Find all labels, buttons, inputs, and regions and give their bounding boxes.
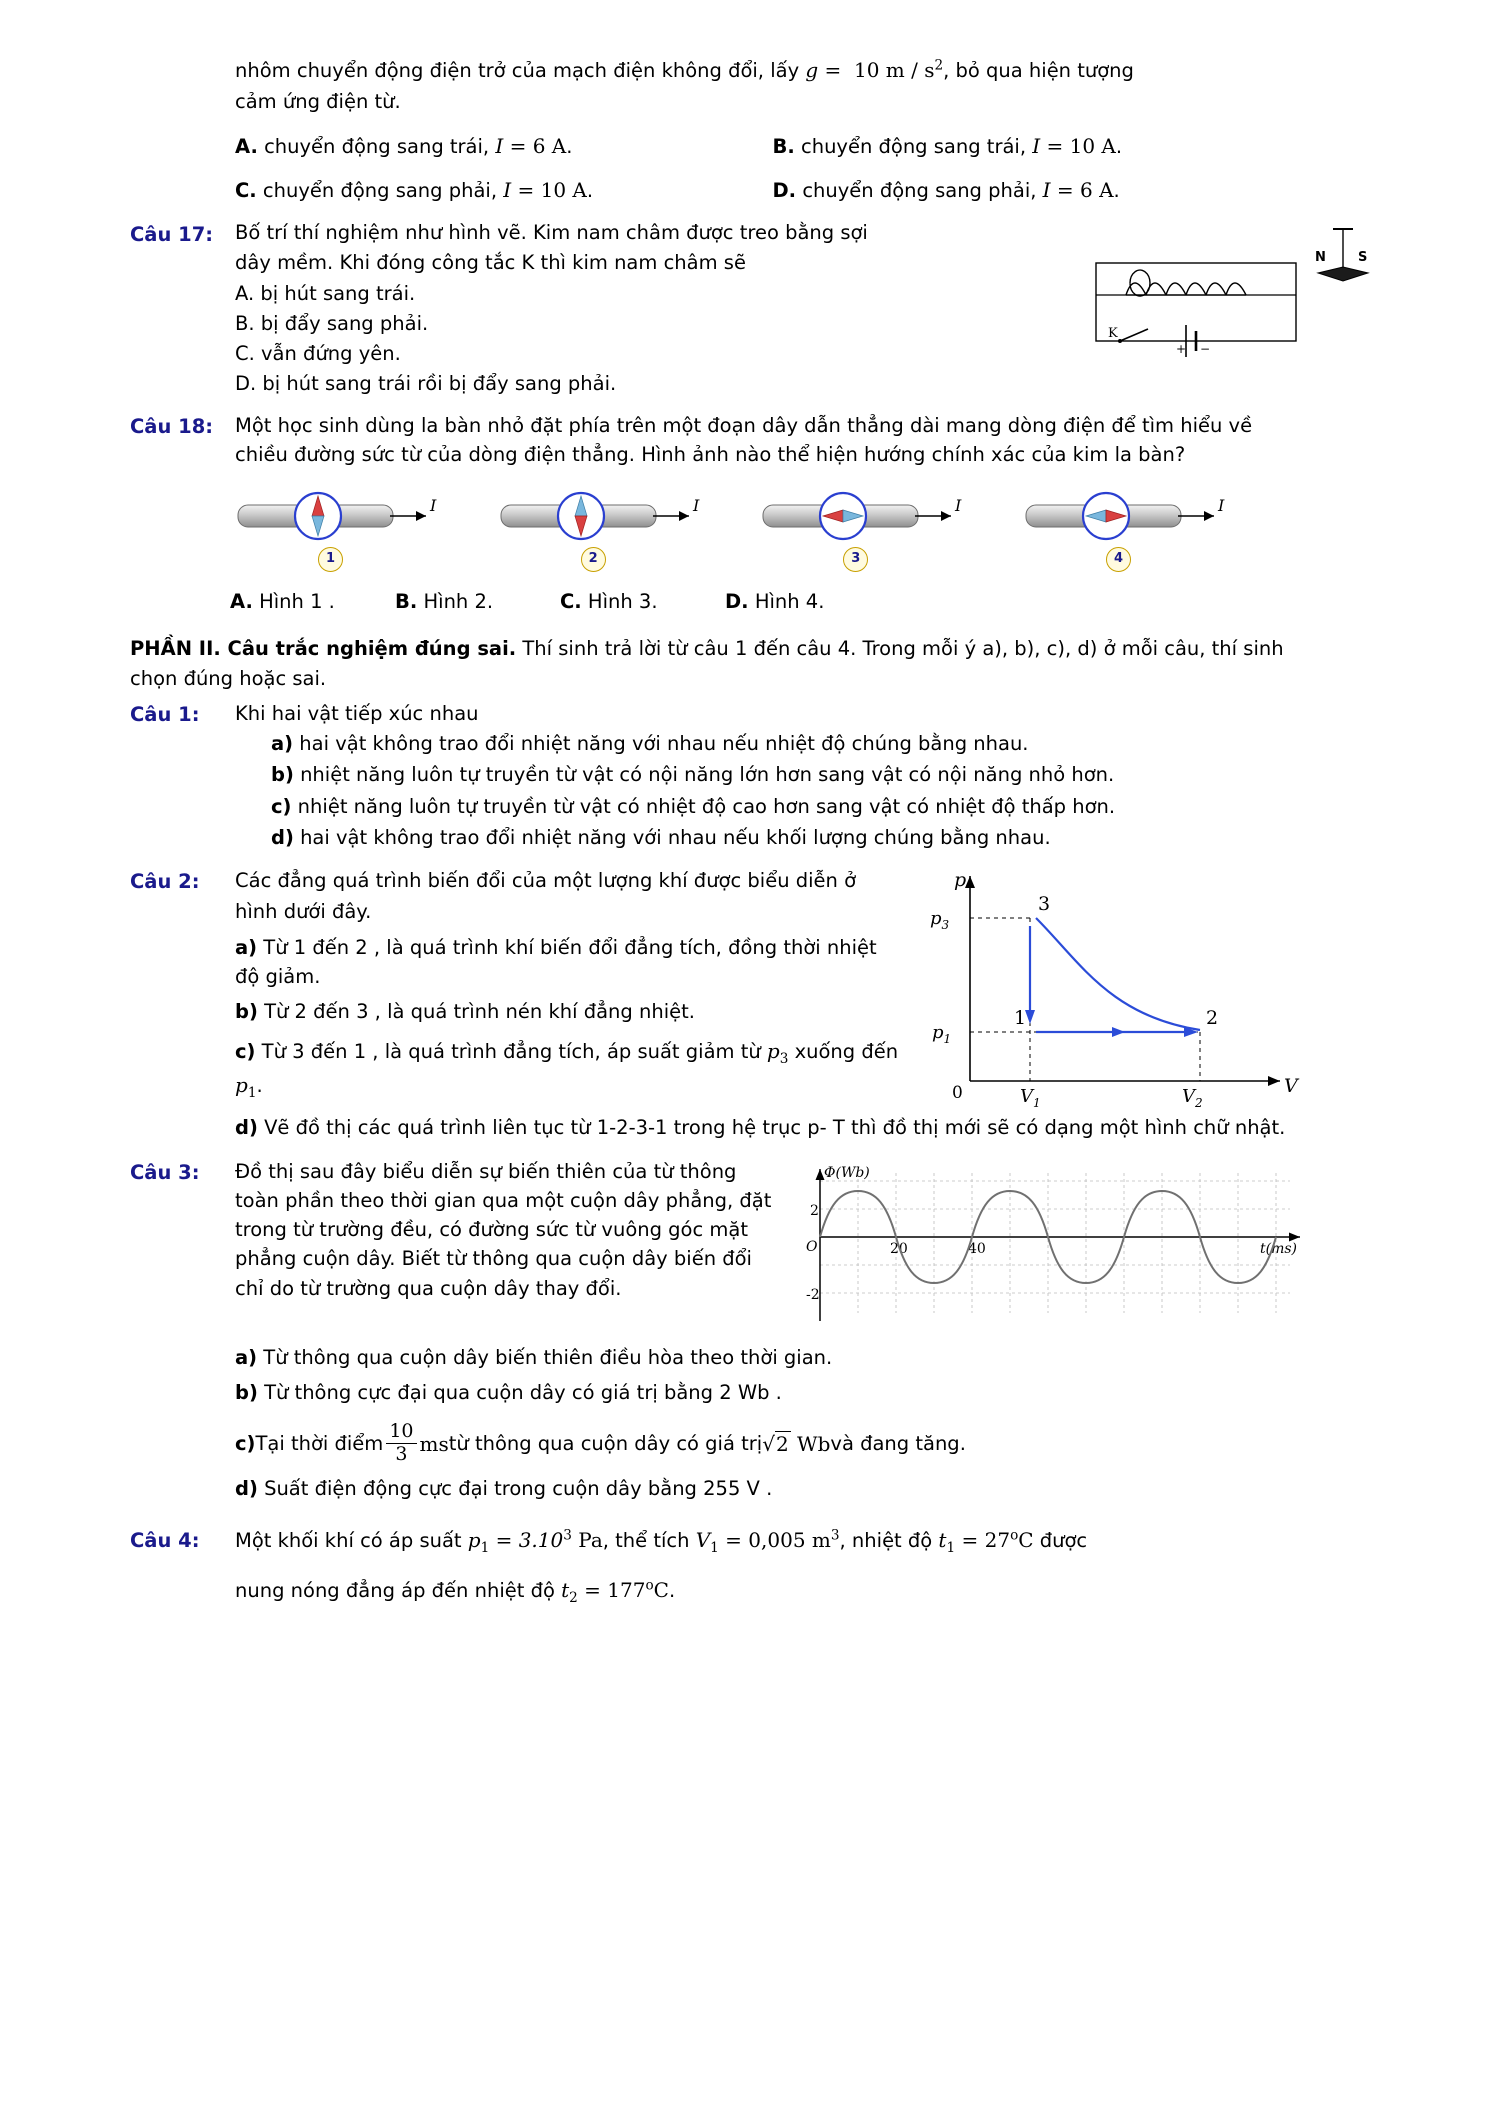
compass-figure-4	[1018, 485, 1250, 575]
flux-x-axis-label: t(ms)	[1260, 1240, 1298, 1257]
c3-body	[235, 1157, 1310, 1341]
compass-index-4: 4	[1106, 547, 1131, 572]
c4-volume-math: $V_1 = 0,005$ $m^3$	[695, 1527, 840, 1557]
wire-compass-2	[493, 485, 725, 575]
intro-paragraph	[235, 55, 1310, 85]
c4-temp1-math: $t_1 = 27^oC$	[938, 1527, 1034, 1557]
c1-stem: Khi hai vật tiếp xúc nhau	[235, 701, 479, 725]
c2-figure	[910, 866, 1310, 1109]
section-part-2	[130, 634, 1310, 693]
q16-option-d[interactable]	[773, 175, 1311, 205]
compass-figure-2	[493, 485, 725, 575]
q18-option-c[interactable]	[560, 587, 725, 616]
q16-option-a-key: A.	[235, 134, 258, 158]
c3-text: Đồ thị sau đây biểu diễn sự biến thiên của từ thông toàn phần theo thời gian qua một cuộn dây phẳng, đặt trong từ trường đều, có đường sức từ vuông góc mặt phẳng cuộn dây. Biết từ thông qua cuộn dây biến đổi chỉ do từ trường qua cuộn dây thay đổi.	[235, 1159, 772, 1300]
c3-items	[235, 1343, 1310, 1503]
q16-option-b-key: B.	[772, 134, 795, 158]
intro-line2: cảm ứng điện từ.	[235, 90, 401, 114]
q17-figure	[1090, 225, 1380, 370]
q16-option-b[interactable]	[773, 131, 1311, 161]
question-sd-3	[130, 1157, 1310, 1341]
c3-item-c-text3: và đang tăng.	[830, 1432, 966, 1456]
q17-label: Câu 17:	[130, 223, 214, 246]
c3-fraction-numerator: 10	[389, 1420, 414, 1443]
question-17	[130, 219, 1368, 401]
pv-x-tick-v1: $V_1$	[1020, 1086, 1041, 1111]
q17-option-d[interactable]: D. bị hút sang trái rồi bị đẩy sang phải.	[235, 372, 617, 396]
current-label-2: I	[692, 496, 699, 516]
q16-option-b-text: chuyển động sang trái,	[800, 134, 1027, 158]
pv-axis-y-label: p	[954, 869, 967, 892]
pv-x-tick-v2: $V_2$	[1182, 1086, 1203, 1111]
q16-option-d-text: chuyển động sang phải,	[802, 178, 1037, 202]
c3-item-c-text1: Tại thời điểm	[255, 1432, 384, 1456]
flux-time-chart	[790, 1163, 1310, 1333]
c4-text5: .	[668, 1578, 676, 1602]
q18-option-c-key: C.	[560, 590, 582, 614]
g-value: g = 10 m / $s^2$	[805, 57, 944, 82]
c1-item-a-key: a)	[271, 732, 294, 756]
flux-y-tick-minus2: -2	[806, 1286, 820, 1303]
q17-option-a[interactable]: A. bị hút sang trái.	[235, 281, 416, 305]
wire-compass-4	[1018, 485, 1250, 575]
c4-temp2-math: $t_2 = 177^oC$	[561, 1577, 669, 1606]
question-sd-4	[130, 1525, 1310, 1610]
c2-item-c-key: c)	[235, 1040, 256, 1064]
c3-item-c-key: c)	[235, 1432, 256, 1456]
question-18	[130, 411, 1310, 470]
c1-label: Câu 1:	[130, 702, 200, 726]
q18-option-b-key: B.	[395, 590, 418, 614]
q16-option-a-text: chuyển động sang trái,	[264, 134, 490, 158]
intro-line1-a: nhôm chuyển động điện trở của mạch điện không đổi, lấy	[235, 59, 800, 82]
c3-label: Câu 3:	[130, 1160, 200, 1184]
q18-option-a-text: Hình 1 .	[259, 590, 335, 614]
intro-line1-b: , bỏ qua hiện tượng	[943, 59, 1134, 82]
c1-item-b[interactable]	[271, 760, 1310, 789]
flux-y-tick-2: 2	[810, 1202, 819, 1219]
c1-item-a-text: hai vật không trao đổi nhiệt năng với nhau nếu nhiệt độ chúng bằng nhau.	[293, 732, 1029, 756]
pv-y-tick-p3: $p_3$	[930, 908, 950, 933]
c1-item-c-key: c)	[271, 794, 292, 818]
solenoid-circuit-diagram	[1090, 225, 1380, 375]
pv-point-1: 1	[1014, 1007, 1027, 1030]
c2-item-b-text: Từ 2 đến 3 , là quá trình nén khí đẳng nhiệt.	[257, 1000, 695, 1024]
c4-line2	[235, 1575, 1310, 1608]
c3-item-a-key: a)	[235, 1345, 258, 1369]
c3-item-d[interactable]	[235, 1474, 1310, 1503]
q18-figure-row	[230, 485, 1250, 575]
q17-option-b[interactable]: B. bị đẩy sang phải.	[235, 311, 429, 335]
c1-item-d-key: d)	[271, 825, 294, 849]
compass-index-1: 1	[318, 547, 343, 572]
c3-time-unit: ms	[419, 1431, 449, 1456]
c2-label: Câu 2:	[130, 870, 200, 894]
current-label-1: I	[430, 496, 437, 516]
c3-item-c[interactable]	[235, 1421, 1310, 1466]
q16-option-d-math: I = 6 A	[1042, 177, 1114, 202]
q16-option-a[interactable]	[235, 131, 773, 161]
q17-stem-line2: dây mềm. Khi đóng công tắc K thì kim nam châm sẽ	[235, 251, 746, 275]
c4-body	[235, 1525, 1310, 1610]
q16-option-a-math: I = 6 A	[495, 133, 567, 158]
c4-text2: , thể tích	[602, 1529, 696, 1553]
q18-label: Câu 18:	[130, 414, 214, 438]
c4-text3: , nhiệt độ	[839, 1529, 939, 1553]
c1-item-d[interactable]	[271, 823, 1310, 852]
compass-index-3: 3	[843, 547, 868, 572]
pv-y-tick-p1: $p_1$	[932, 1022, 952, 1047]
c4-text4: nung nóng đẳng áp đến nhiệt độ	[235, 1578, 562, 1602]
c2-item-c-text1: Từ 3 đến 1 , là quá trình đẳng tích, áp suất giảm từ	[255, 1040, 767, 1064]
pole-s-label: S	[1358, 250, 1368, 265]
c3-item-a[interactable]	[235, 1343, 1310, 1372]
pv-origin-label: 0	[952, 1083, 963, 1104]
q16-option-c-text: chuyển động sang phải,	[262, 178, 498, 202]
q16-option-b-math: I = 10 A	[1032, 133, 1116, 158]
q16-option-a-tail: .	[566, 134, 573, 158]
q18-option-c-text: Hình 3.	[587, 590, 658, 614]
q16-option-c[interactable]	[235, 175, 773, 205]
q16-options-row-2	[235, 175, 1310, 205]
flux-y-axis-label: Φ(Wb)	[824, 1164, 870, 1181]
c2-item-c-text2: xuống đến	[788, 1040, 899, 1064]
switch-label: K	[1108, 326, 1118, 341]
c3-item-b-key: b)	[235, 1381, 258, 1405]
flux-origin-label: O	[806, 1238, 818, 1255]
c4-label: Câu 4:	[130, 1529, 200, 1553]
compass-index-2: 2	[581, 547, 606, 572]
q18-option-d-text: Hình 4.	[754, 590, 825, 614]
current-label-3: I	[955, 496, 962, 516]
c2-item-c-text3: .	[256, 1073, 263, 1097]
c2-item-b-key: b)	[235, 1000, 258, 1024]
c2-text	[235, 866, 910, 1105]
part2-rest: Thí sinh trả lời từ câu 1 đến câu 4. Trong mỗi ý a), b), c), d) ở mỗi câu, thí sinh chọn đúng hoặc sai.	[130, 637, 1284, 690]
q18-option-b[interactable]	[395, 587, 560, 616]
q18-option-a-key: A.	[230, 590, 253, 614]
c4-line1	[235, 1525, 1310, 1558]
part2-title: PHẦN II. Câu trắc nghiệm đúng sai.	[130, 637, 517, 661]
flux-x-tick-40: 40	[968, 1240, 986, 1257]
q18-option-b-text: Hình 2.	[423, 590, 494, 614]
wire-compass-1	[230, 485, 462, 575]
pole-n-label: N	[1315, 250, 1326, 265]
q17-stem-line1: Bố trí thí nghiệm như hình vẽ. Kim nam châm được treo bằng sợi	[235, 221, 868, 244]
c1-item-b-text: nhiệt năng luôn tự truyền từ vật có nội năng lớn hơn sang vật có nội năng nhỏ hơn.	[293, 763, 1115, 787]
c2-item-a-key: a)	[235, 935, 258, 959]
c2-p1-math: $p_1$	[235, 1072, 257, 1101]
q18-option-a[interactable]	[230, 587, 395, 616]
q18-options	[230, 587, 1310, 616]
q18-stem: Một học sinh dùng la bàn nhỏ đặt phía trên một đoạn dây dẫn thẳng dài mang dòng điện để tìm hiểu về chiều đường sức từ của dòng điện thẳng. Hình ảnh nào thể hiện hướng chính xác của kim la bàn?	[235, 413, 1253, 466]
current-label-4: I	[1217, 496, 1225, 516]
c3-item-d-text: Suất điện động cực đại trong cuộn dây bằng 255 V .	[257, 1477, 773, 1501]
c4-pressure-math: $p_1 = 3.10^3$ Pa	[467, 1527, 603, 1557]
q18-option-d[interactable]	[725, 587, 890, 616]
c2-item-a[interactable]	[235, 933, 900, 992]
question-sd-2	[130, 866, 1310, 1109]
pv-axis-x-label: V	[1284, 1075, 1298, 1098]
c3-item-d-key: d)	[235, 1477, 258, 1501]
c3-flux-value: √2 Wb	[762, 1431, 831, 1456]
question-sd-1	[130, 699, 1310, 729]
flux-x-tick-20: 20	[890, 1240, 908, 1257]
c3-item-c-text2: từ thông qua cuộn dây có giá trị	[448, 1432, 763, 1456]
c3-time-fraction	[386, 1421, 416, 1466]
c1-item-d-text: hai vật không trao đổi nhiệt năng với nhau nếu khối lượng chúng bằng nhau.	[293, 825, 1051, 849]
q16-option-c-tail: .	[586, 178, 594, 202]
c1-item-b-key: b)	[271, 763, 294, 787]
q17-option-c[interactable]: C. vẫn đứng yên.	[235, 342, 401, 366]
c1-item-c[interactable]	[271, 792, 1310, 821]
c3-item-b[interactable]	[235, 1378, 1310, 1407]
c3-item-b-text: Từ thông cực đại qua cuộn dây có giá trị bằng 2 Wb .	[257, 1381, 782, 1405]
c2-item-c[interactable]	[235, 1036, 900, 1103]
pv-point-3: 3	[1038, 893, 1051, 916]
c2-item-d-text: Vẽ đồ thị các quá trình liên tục từ 1-2-3-1 trong hệ trục p- T thì đồ thị mới sẽ có dạng một hình chữ nhật.	[257, 1116, 1286, 1140]
c2-item-d-key: d)	[235, 1116, 258, 1140]
c1-item-a[interactable]	[271, 729, 1310, 758]
c2-stem-line2: hình dưới đây.	[235, 900, 372, 924]
c3-figure	[790, 1157, 1310, 1341]
c3-fraction-denominator: 3	[386, 1443, 416, 1466]
pv-diagram	[910, 866, 1300, 1111]
c1-item-c-text: nhiệt năng luôn tự truyền từ vật có nhiệt độ cao hơn sang vật có nhiệt độ thấp hơn.	[291, 794, 1116, 818]
q16-option-c-math: I = 10 A	[503, 177, 587, 202]
c2-stem-line1: Các đẳng quá trình biến đổi của một lượng khí được biểu diễn ở	[235, 869, 857, 893]
q16-option-d-tail: .	[1113, 178, 1120, 202]
battery-plus: +	[1176, 342, 1187, 356]
compass-figure-1	[230, 485, 462, 575]
c3-item-a-text: Từ thông qua cuộn dây biến thiên điều hòa theo thời gian.	[257, 1345, 833, 1369]
q16-option-d-key: D.	[772, 178, 797, 202]
c4-text1: Một khối khí có áp suất	[235, 1529, 468, 1553]
battery-minus: −	[1200, 342, 1211, 356]
c2-body	[235, 866, 1310, 1109]
c2-item-b[interactable]	[235, 997, 900, 1026]
c4-text4-lead: được	[1033, 1529, 1088, 1553]
q16-option-c-key: C.	[235, 178, 257, 202]
c2-p3-math: $p_3$	[766, 1039, 789, 1068]
q16-options-row-1	[235, 131, 1310, 161]
compass-figure-3	[755, 485, 987, 575]
wire-compass-3	[755, 485, 987, 575]
c2-item-a-text: Từ 1 đến 2 , là quá trình khí biến đổi đẳng tích, đồng thời nhiệt độ giảm.	[235, 935, 877, 988]
c2-item-d[interactable]	[235, 1113, 1310, 1142]
q16-option-b-tail: .	[1115, 134, 1123, 158]
pv-point-2: 2	[1206, 1007, 1219, 1030]
q18-option-d-key: D.	[725, 590, 749, 614]
c1-items	[235, 729, 1310, 852]
